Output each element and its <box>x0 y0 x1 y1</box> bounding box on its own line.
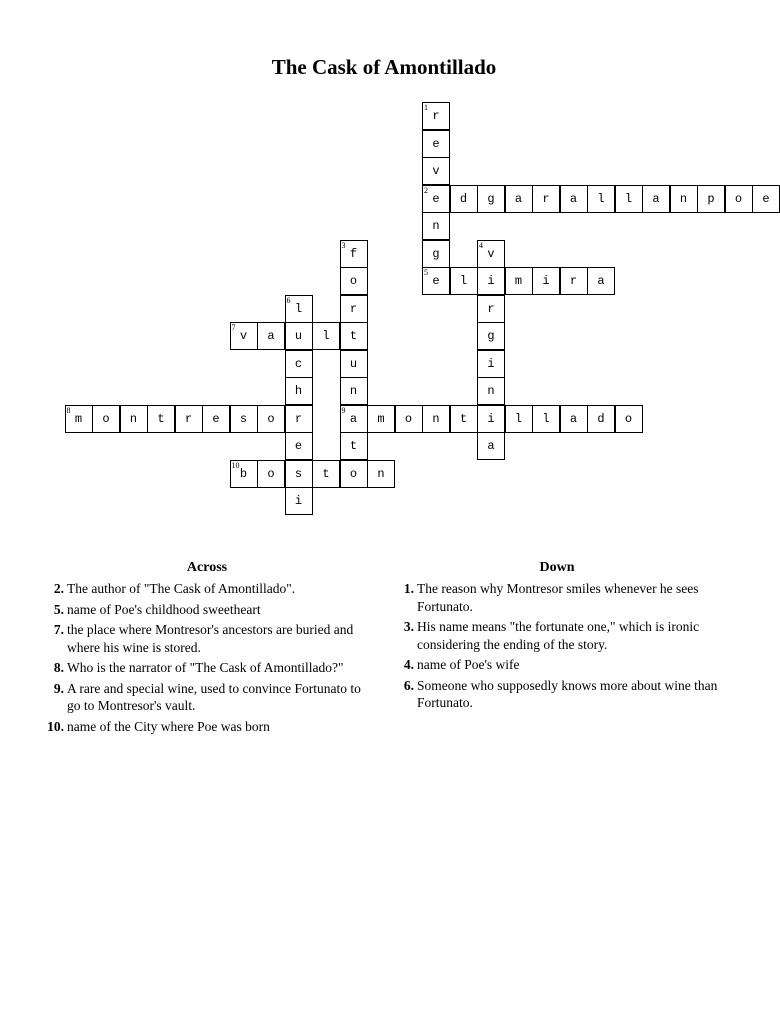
down-heading: Down <box>539 560 575 575</box>
clue-number: 2. <box>53 581 64 596</box>
grid-cell[interactable] <box>697 185 725 213</box>
cell-letter: f <box>349 246 358 261</box>
clue-number: 4. <box>403 657 414 672</box>
grid-cell[interactable] <box>422 267 450 295</box>
across-clue <box>42 601 372 619</box>
cell-letter: t <box>322 466 330 481</box>
grid-cell[interactable] <box>477 377 505 405</box>
grid-cell[interactable] <box>175 405 203 433</box>
cell-letter: l <box>322 329 330 343</box>
cell-letter: l <box>459 274 468 288</box>
cell-letter: a <box>569 191 578 206</box>
grid-cell[interactable] <box>230 405 258 433</box>
grid-cell[interactable] <box>450 267 478 295</box>
cell-letter: n <box>129 411 138 426</box>
cell-letter: a <box>267 329 275 343</box>
cell-letter: u <box>349 356 358 371</box>
grid-cell[interactable] <box>202 405 230 433</box>
clue-number: 1. <box>403 581 414 596</box>
cell-letter: t <box>349 329 358 343</box>
grid-cell[interactable] <box>560 267 588 295</box>
down-clue <box>392 677 722 712</box>
grid-cell[interactable] <box>120 405 148 433</box>
cell-letter: l <box>597 191 605 206</box>
cell-letter: a <box>487 439 495 453</box>
clue-number: 5 <box>424 268 428 277</box>
grid-cell[interactable] <box>147 405 175 433</box>
across-clue <box>42 659 372 677</box>
cell-letter: n <box>432 411 440 426</box>
cell-letter: m <box>377 411 385 426</box>
grid-cell[interactable] <box>752 185 780 213</box>
cell-letter: g <box>487 329 495 343</box>
grid-cell[interactable] <box>65 405 93 433</box>
grid-cell[interactable] <box>230 460 258 488</box>
clue-text: The author of "The Cask of Amontillado". <box>67 581 296 596</box>
clue-number: 3. <box>403 619 414 634</box>
cell-letter: a <box>652 191 660 206</box>
cell-letter: s <box>239 411 248 426</box>
grid-cell[interactable] <box>340 432 368 460</box>
down-clue <box>392 580 722 615</box>
grid-cell[interactable] <box>340 322 368 350</box>
cell-letter: e <box>762 191 770 206</box>
grid-cell[interactable] <box>367 405 395 433</box>
cell-letter: v <box>487 246 495 261</box>
grid-cell[interactable] <box>422 185 450 213</box>
grid-cell[interactable] <box>422 212 450 240</box>
down-clue-list <box>392 580 722 712</box>
grid-cell[interactable] <box>477 322 505 350</box>
clue-text: The reason why Montresor smiles whenever he sees Fortunato. <box>417 581 699 614</box>
grid-cell[interactable] <box>340 460 368 488</box>
clue-number: 6 <box>286 295 291 305</box>
cell-letter: l <box>294 301 303 316</box>
cell-letter: o <box>349 274 358 288</box>
grid-cell[interactable] <box>450 405 478 433</box>
grid-cell[interactable] <box>395 405 423 433</box>
cell-letter: n <box>432 219 440 233</box>
clue-number: 3 <box>341 240 346 250</box>
cell-letter: m <box>514 274 523 288</box>
grid-cell[interactable] <box>587 185 615 213</box>
cell-letter: l <box>542 411 550 426</box>
grid-cell[interactable] <box>340 240 368 268</box>
grid-cell[interactable] <box>285 377 313 405</box>
grid-cell[interactable] <box>477 295 505 323</box>
grid-cell[interactable] <box>532 405 560 433</box>
cell-letter: r <box>432 109 440 123</box>
cell-letter: r <box>184 411 193 426</box>
cell-letter: a <box>514 191 523 206</box>
cell-letter: r <box>294 411 303 426</box>
cell-letter: e <box>294 439 303 453</box>
grid-cell[interactable] <box>477 405 505 433</box>
cell-letter: h <box>294 384 303 398</box>
clue-text: A rare and special wine, used to convince Fortunato to go to Montresor's vault. <box>67 680 361 713</box>
cell-letter: n <box>487 384 495 398</box>
clue-text: name of the City where Poe was born <box>67 718 270 734</box>
clue-text: name of Poe's wife <box>417 657 520 672</box>
grid-cell[interactable] <box>725 185 753 213</box>
down-clue <box>392 618 722 653</box>
grid-cell[interactable] <box>477 240 505 268</box>
grid-cell[interactable] <box>285 350 313 378</box>
grid-cell[interactable] <box>285 487 313 515</box>
down-clues <box>392 560 722 715</box>
clue-number: 1 <box>424 103 428 112</box>
clue-number: 9 <box>341 405 346 415</box>
grid-cell[interactable] <box>505 185 533 213</box>
clue-number: 4 <box>479 240 483 250</box>
cell-letter: a <box>349 411 358 426</box>
grid-cell[interactable] <box>615 405 643 433</box>
clue-number: 8. <box>53 660 64 675</box>
clue-text: the place where Montresor's ancestors are buried and where his wine is stored. <box>67 622 354 655</box>
grid-cell[interactable] <box>615 185 643 213</box>
cell-letter: e <box>432 136 440 151</box>
grid-cell[interactable] <box>642 185 670 213</box>
grid-cell[interactable] <box>477 350 505 378</box>
grid-cell[interactable] <box>257 405 285 433</box>
clue-number: 2 <box>424 185 428 195</box>
grid-cell[interactable] <box>505 267 533 295</box>
cell-letter: n <box>349 384 358 398</box>
clue-number: 9. <box>53 680 64 696</box>
grid-cell[interactable] <box>367 460 395 488</box>
across-heading: Across <box>186 560 228 575</box>
cell-letter: r <box>349 301 358 316</box>
clue-text: name of Poe's childhood sweetheart <box>67 601 261 617</box>
cell-letter: d <box>459 191 468 206</box>
clue-number: 5. <box>53 601 64 617</box>
clue-number: 8 <box>66 405 71 415</box>
grid-cell[interactable] <box>285 405 313 433</box>
grid-cell[interactable] <box>312 460 340 488</box>
cell-letter: n <box>679 191 688 206</box>
grid-cell[interactable] <box>422 240 450 268</box>
grid-cell[interactable] <box>670 185 698 213</box>
puzzle-title: The Cask of Amontillado <box>271 55 497 79</box>
grid-cell[interactable] <box>477 432 505 460</box>
cell-letter: g <box>487 191 495 206</box>
cell-letter: a <box>597 274 605 288</box>
grid-cell[interactable] <box>560 185 588 213</box>
across-clue <box>42 680 372 715</box>
cell-letter: o <box>734 191 743 206</box>
across-clue <box>42 580 372 598</box>
grid-cell[interactable] <box>285 460 313 488</box>
grid-cell[interactable] <box>257 322 285 350</box>
cell-letter: i <box>487 411 495 426</box>
cell-letter: g <box>432 246 440 261</box>
cell-letter: t <box>459 411 468 426</box>
cell-letter: m <box>74 411 83 426</box>
grid-cell[interactable] <box>477 185 505 213</box>
grid-cell[interactable] <box>560 405 588 433</box>
cell-letter: e <box>432 191 440 206</box>
cell-letter: n <box>377 466 385 481</box>
grid-cell[interactable] <box>532 185 560 213</box>
across-clue-list <box>42 580 372 735</box>
grid-cell[interactable] <box>422 130 450 158</box>
cell-letter: i <box>487 356 495 371</box>
grid-cell[interactable] <box>422 157 450 185</box>
clue-number: 10 <box>231 460 240 470</box>
grid-cell[interactable] <box>587 267 615 295</box>
down-clue <box>392 656 722 674</box>
clue-number: 6. <box>403 677 414 693</box>
cell-letter: r <box>542 191 550 206</box>
grid-cell[interactable] <box>340 405 368 433</box>
grid-cell[interactable] <box>532 267 560 295</box>
grid-cell[interactable] <box>312 322 340 350</box>
cell-letter: d <box>597 411 605 426</box>
grid-cell[interactable] <box>340 377 368 405</box>
grid-cell[interactable] <box>285 295 313 323</box>
grid-cell[interactable] <box>340 295 368 323</box>
cell-letter: p <box>707 191 715 206</box>
cell-letter: o <box>349 466 358 481</box>
cell-letter: i <box>294 494 303 508</box>
cell-letter: i <box>542 274 550 288</box>
cell-letter: o <box>624 411 633 426</box>
clue-number: 7 <box>231 323 236 332</box>
clue-text: His name means "the fortunate one," which is ironic considering the ending of the story. <box>417 619 700 652</box>
cell-letter: t <box>157 411 165 426</box>
cell-letter: v <box>432 164 440 178</box>
cell-letter: u <box>294 329 303 343</box>
grid-cell[interactable] <box>587 405 615 433</box>
across-clues <box>42 560 372 738</box>
cell-letter: b <box>239 466 248 481</box>
cell-letter: o <box>102 411 110 426</box>
cell-letter: o <box>267 466 275 481</box>
cell-letter: t <box>349 439 358 453</box>
clue-text: Someone who supposedly knows more about wine than Fortunato. <box>417 677 718 710</box>
cell-letter: s <box>294 466 303 481</box>
cell-letter: e <box>212 411 220 426</box>
grid-cell[interactable] <box>92 405 120 433</box>
clue-text: Who is the narrator of "The Cask of Amontillado?" <box>67 660 344 675</box>
grid-cell[interactable] <box>340 267 368 295</box>
cell-letter: c <box>294 356 303 371</box>
across-clue <box>42 621 372 656</box>
across-clue <box>42 718 372 736</box>
cell-letter: e <box>432 274 440 288</box>
cell-letter: r <box>569 274 578 288</box>
cell-letter: o <box>404 411 413 426</box>
cell-letter: o <box>267 411 275 426</box>
grid-cell[interactable] <box>340 350 368 378</box>
cell-letter: r <box>487 301 495 316</box>
grid-cell[interactable] <box>450 185 478 213</box>
cell-letter: a <box>569 411 578 426</box>
grid-cell[interactable] <box>422 405 450 433</box>
cell-letter: i <box>487 274 495 288</box>
cell-letter: l <box>514 411 523 426</box>
grid-cell[interactable] <box>285 322 313 350</box>
clue-number: 10. <box>47 718 64 734</box>
grid-cell[interactable] <box>285 432 313 460</box>
grid-cell[interactable] <box>230 322 258 350</box>
grid-cell[interactable] <box>257 460 285 488</box>
cell-letter: l <box>624 191 633 206</box>
grid-cell[interactable] <box>505 405 533 433</box>
cell-letter: v <box>239 329 248 343</box>
clue-number: 7. <box>53 622 64 637</box>
grid-cell[interactable] <box>477 267 505 295</box>
grid-cell[interactable] <box>422 102 450 130</box>
